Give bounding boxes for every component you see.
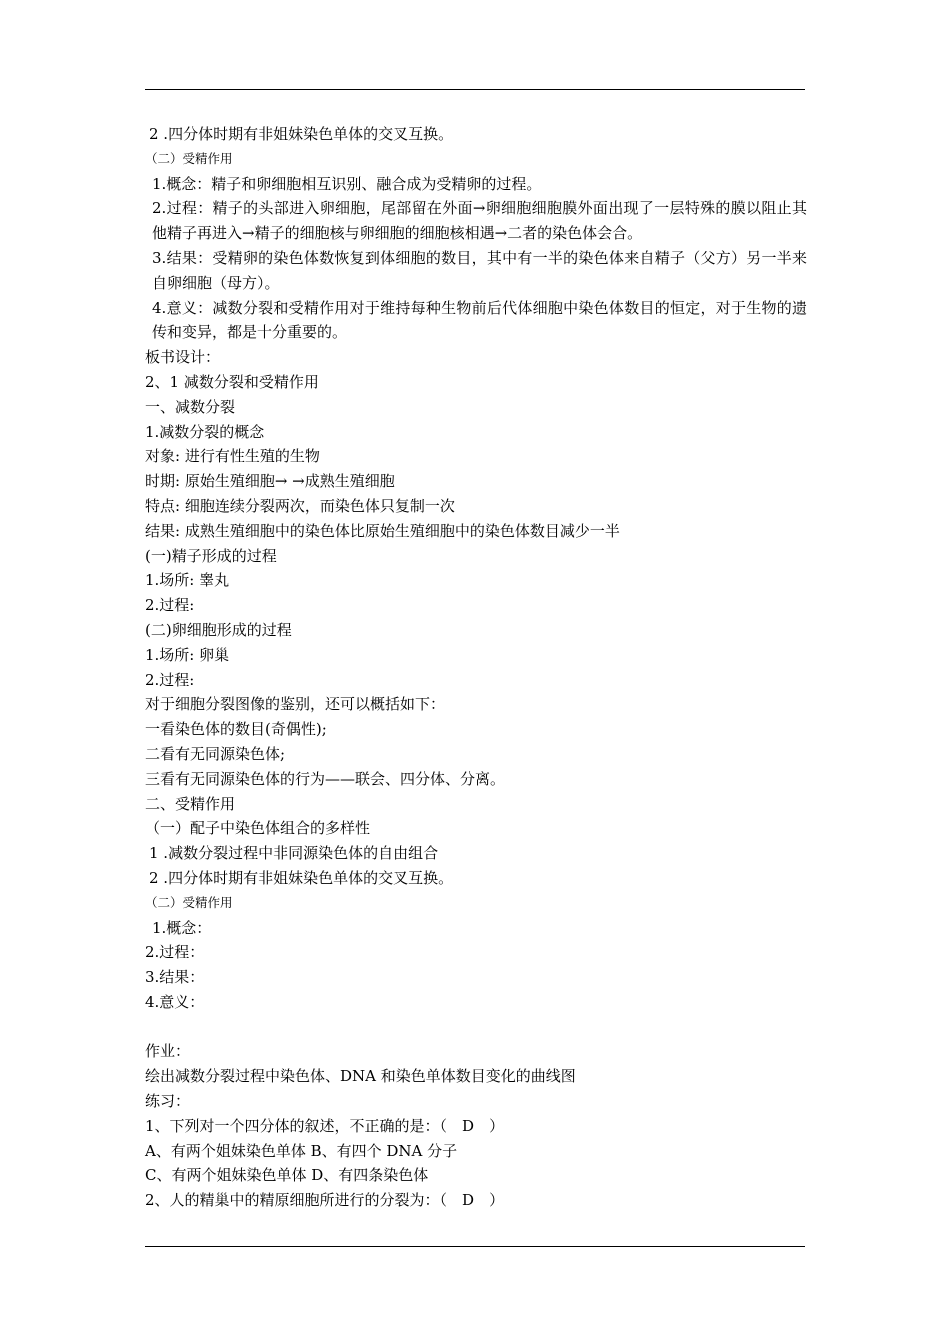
text-line: 1 .减数分裂过程中非同源染色体的自由组合 <box>149 844 439 863</box>
text-paragraph: 3.结果：受精卵的染色体数恢复到体细胞的数目，其中有一半的染色体来自精子（父方）另一半来自卵细胞（母方）。 <box>152 248 807 292</box>
text-line: 4.意义： <box>145 992 205 1011</box>
text-line: 一、减数分裂 <box>145 397 236 416</box>
text-line: 一看染色体的数目(奇偶性); <box>145 720 327 739</box>
section-heading: （二）受精作用 <box>145 894 233 910</box>
text-line: 1.概念：精子和卵细胞相互识别、融合成为受精卵的过程。 <box>152 174 542 193</box>
text-paragraph: 2.过程：精子的头部进入卵细胞，尾部留在外面→卵细胞细胞膜外面出现了一层特殊的膜以阻止其他精子再进入→精子的细胞核与卵细胞的细胞核相遇→二者的染色体会合。 <box>152 199 807 243</box>
document-body <box>145 122 807 1213</box>
text-line: 3.结果： <box>145 968 205 987</box>
text-line: 二、受精作用 <box>145 794 236 813</box>
answer-option: A、有两个姐妹染色单体 B、有四个 DNA 分子 <box>145 1141 458 1160</box>
text-line: 2 .四分体时期有非姐妹染色单体的交叉互换。 <box>149 125 454 143</box>
text-line: (二)卵细胞形成的过程 <box>145 620 292 639</box>
text-line: 时期: 原始生殖细胞→ →成熟生殖细胞 <box>145 472 395 491</box>
text-line: 1.场所: 睾丸 <box>145 571 230 590</box>
text-line: 二看有无同源染色体; <box>145 744 286 763</box>
question-line: 1、下列对一个四分体的叙述，不正确的是：（ D ） <box>145 1116 505 1135</box>
text-line: 结果: 成熟生殖细胞中的染色体比原始生殖细胞中的染色体数目减少一半 <box>145 521 620 540</box>
text-line: 1.减数分裂的概念 <box>145 422 265 441</box>
text-line: 1.场所: 卵巢 <box>145 645 230 664</box>
section-heading: 板书设计： <box>145 348 221 367</box>
text-line: 对于细胞分裂图像的鉴别，还可以概括如下： <box>145 695 446 714</box>
text-line: （一）配子中染色体组合的多样性 <box>145 819 371 838</box>
header-rule <box>145 89 805 90</box>
section-heading: 练习： <box>145 1092 191 1111</box>
section-heading: （二）受精作用 <box>145 150 233 166</box>
text-line: 三看有无同源染色体的行为——联会、四分体、分离。 <box>145 769 506 788</box>
answer-option: C、有两个姐妹染色单体 D、有四条染色体 <box>145 1166 429 1185</box>
section-heading: 作业： <box>145 1042 191 1061</box>
text-line: 绘出减数分裂过程中染色体、DNA 和染色单体数目变化的曲线图 <box>145 1067 576 1086</box>
text-line: 2、1 减数分裂和受精作用 <box>145 372 319 391</box>
question-line: 2、人的精巢中的精原细胞所进行的分裂为：（ D ） <box>145 1191 505 1210</box>
text-line: 2.过程： <box>145 943 205 962</box>
text-paragraph: 4.意义：减数分裂和受精作用对于维持每种生物前后代体细胞中染色体数目的恒定，对于生物的遗传和变异，都是十分重要的。 <box>152 298 807 342</box>
footer-rule <box>145 1246 805 1247</box>
text-line: 2.过程: <box>145 670 195 689</box>
text-line: 1.概念： <box>152 918 212 937</box>
blank-line <box>145 1015 807 1040</box>
text-line: 2 .四分体时期有非姐妹染色单体的交叉互换。 <box>149 868 454 887</box>
text-line: 对象: 进行有性生殖的生物 <box>145 447 320 466</box>
text-line: 2.过程: <box>145 596 195 615</box>
text-line: (一)精子形成的过程 <box>145 546 277 565</box>
text-line: 特点: 细胞连续分裂两次，而染色体只复制一次 <box>145 496 455 515</box>
